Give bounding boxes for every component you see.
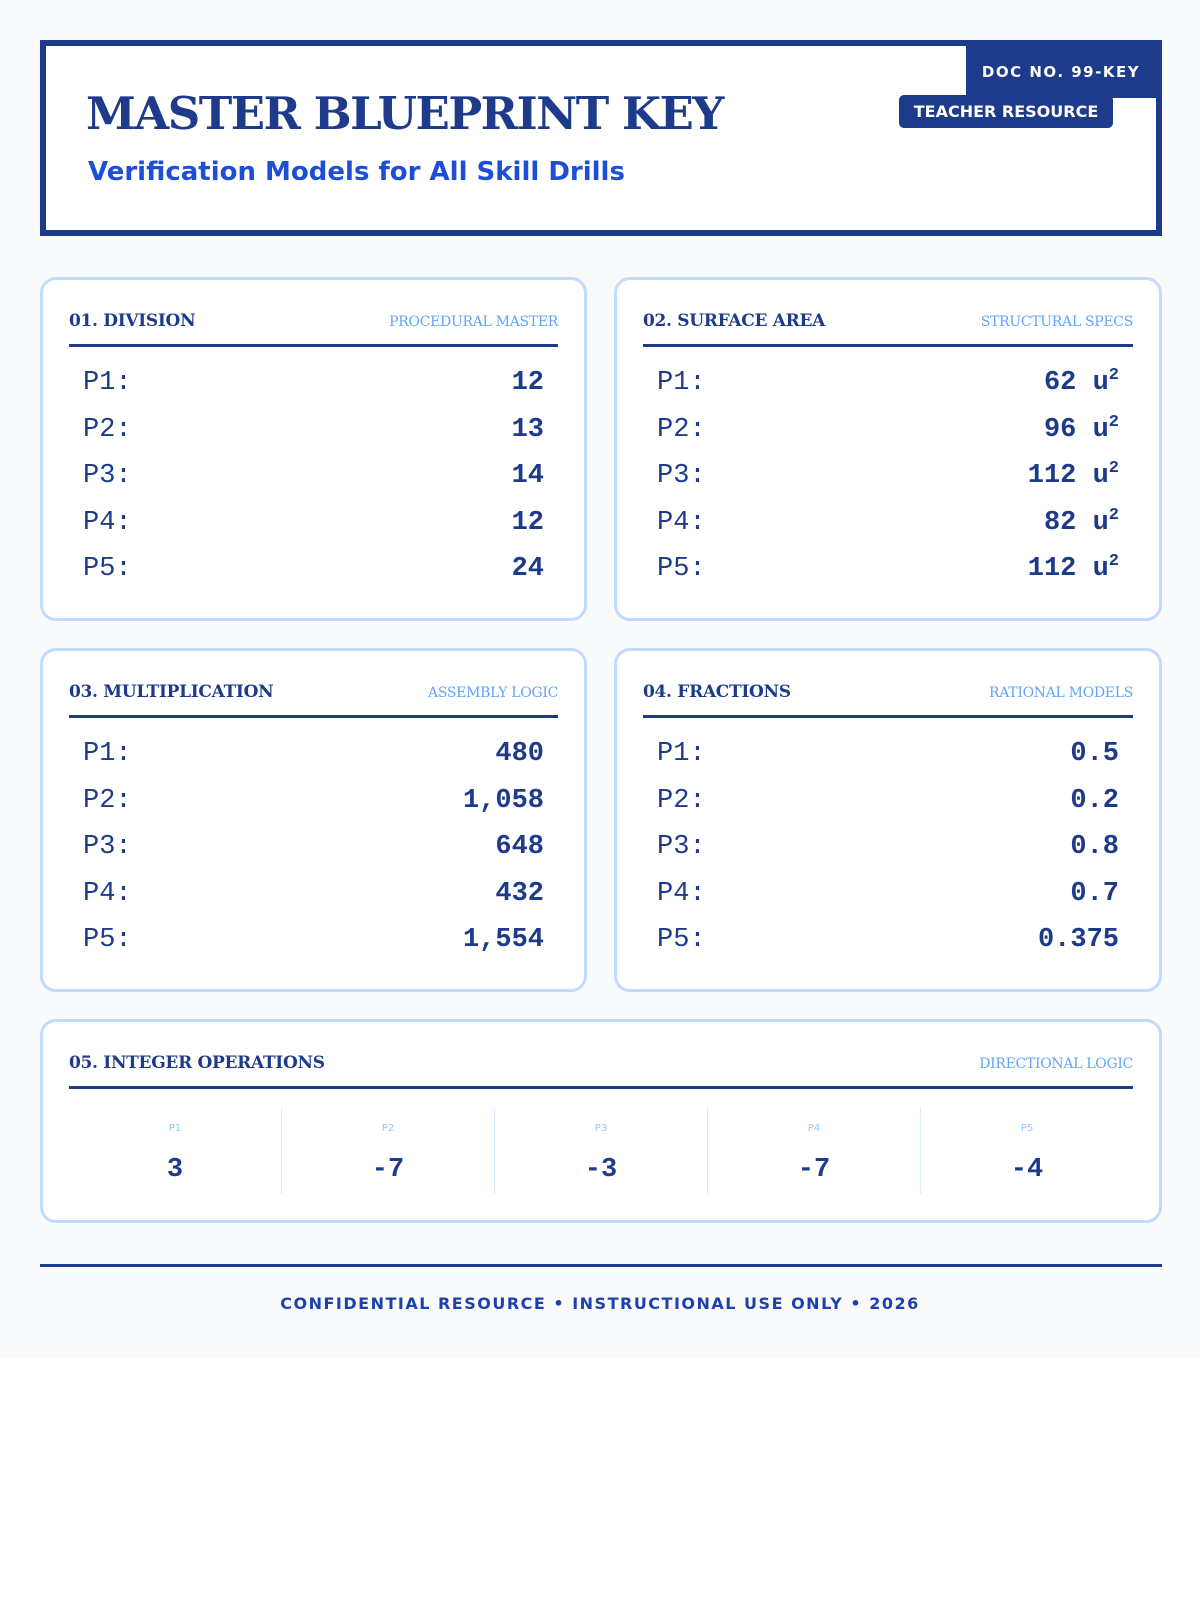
problem-label: P3: [83,461,132,492]
answer-number: 112 u [1027,554,1109,585]
answer-row [83,778,544,825]
section-header [643,679,1133,718]
answer-value: 24 [511,554,544,585]
section-card-division [40,277,587,621]
problem-label: P3: [657,832,706,863]
problem-label: P5: [83,554,132,585]
section-card-fractions [614,648,1162,992]
answer-number: 96 u [1043,414,1109,445]
problem-label: P3: [657,461,706,492]
section-tag: ASSEMBLY LOGIC [428,685,558,701]
answer-list [657,731,1119,964]
problem-label: P4 [807,1123,821,1134]
answer-row [657,500,1119,547]
answer-value: 12 [511,507,544,538]
answer-value: 432 [495,878,544,909]
problem-label: P2 [381,1123,395,1134]
answer-value: -7 [797,1155,831,1185]
problem-label: P1: [83,739,132,769]
problem-label: P4: [83,878,132,909]
answer-value: -4 [1010,1155,1044,1185]
problem-label: P5: [657,925,706,956]
answer-row [83,546,544,593]
unit-exponent: 2 [1108,505,1119,525]
section-title: 03. MULTIPLICATION [69,682,274,702]
answer-value: 0.5 [1070,739,1119,769]
answer-row [657,871,1119,918]
answer-value: 13 [511,414,544,445]
answer-row [83,453,544,500]
unit-exponent: 2 [1108,459,1119,479]
problem-label: P5: [83,925,132,956]
answer-row [657,731,1119,778]
problem-label: P4: [657,878,706,909]
problem-label: P1: [83,368,132,398]
section-title: 04. FRACTIONS [643,682,791,702]
section-header [69,308,558,347]
answer-value: 0.8 [1070,832,1119,863]
section-tag: DIRECTIONAL LOGIC [979,1056,1133,1072]
section-header [643,308,1133,347]
problem-label: P1 [168,1123,182,1134]
unit-exponent: 2 [1108,366,1119,385]
section-tag: RATIONAL MODELS [989,685,1133,701]
unit-exponent: 2 [1108,552,1119,572]
problem-label: P2: [657,414,706,445]
answer-value: 14 [511,461,544,492]
integer-answer-cell [282,1108,495,1194]
document-header [40,40,1162,236]
problem-label: P2: [83,414,132,445]
answer-row [657,360,1119,407]
section-title: 01. DIVISION [69,311,196,331]
problem-label: P4: [83,507,132,538]
answer-row [83,731,544,778]
answer-value [1028,453,1119,500]
section-card-integer-operations [40,1019,1162,1223]
footer-notice: CONFIDENTIAL RESOURCE • INSTRUCTIONAL USE ONLY • 2026 [280,1294,920,1313]
answer-row [83,917,544,964]
doc-number-tab: DOC NO. 99-KEY [966,46,1156,98]
integer-answer-cell [921,1108,1133,1194]
answer-value [1044,407,1119,454]
answer-value: 3 [166,1155,184,1185]
problem-label: P2: [657,785,706,816]
answer-row [657,407,1119,454]
problem-label: P1: [657,739,706,769]
integer-answer-cell [495,1108,708,1194]
section-header [69,1050,1133,1089]
answer-value: 12 [511,368,544,398]
answer-value: 648 [495,832,544,863]
answer-row [657,778,1119,825]
answer-row [657,917,1119,964]
answer-list [83,360,544,593]
answer-value: -3 [584,1155,618,1185]
answer-row [83,500,544,547]
answer-row [657,546,1119,593]
teacher-resource-badge: TEACHER RESOURCE [899,95,1113,128]
section-tag: PROCEDURAL MASTER [389,314,558,330]
footer-divider [40,1264,1162,1267]
problem-label: P3: [83,832,132,863]
answer-value: 0.7 [1070,878,1119,909]
answer-value: 1,058 [462,785,544,816]
answer-value: 0.375 [1037,925,1119,956]
problem-label: P5: [657,554,706,585]
section-tag: STRUCTURAL SPECS [980,314,1133,330]
integer-answer-grid [69,1108,1133,1194]
answer-number: 82 u [1043,507,1109,538]
answer-value: -7 [371,1155,405,1185]
answer-row [83,360,544,407]
unit-exponent: 2 [1108,412,1119,432]
section-title: 02. SURFACE AREA [643,311,826,331]
answer-value [1044,500,1119,547]
problem-label: P1: [657,368,706,398]
section-header [69,679,558,718]
section-card-surface-area [614,277,1162,621]
answer-row [657,824,1119,871]
answer-row [657,453,1119,500]
answer-value: 1,554 [462,925,544,956]
answer-value [1044,360,1119,407]
answer-row [83,407,544,454]
problem-label: P3 [594,1123,608,1134]
problem-label: P2: [83,785,132,816]
answer-value: 480 [495,739,544,769]
page-title: MASTER BLUEPRINT KEY [86,87,723,140]
answer-number: 112 u [1027,461,1109,492]
answer-list [83,731,544,964]
answer-row [83,871,544,918]
answer-number: 62 u [1043,368,1109,398]
problem-label: P4: [657,507,706,538]
section-title: 05. INTEGER OPERATIONS [69,1053,325,1073]
section-card-multiplication [40,648,587,992]
answer-value [1028,546,1119,593]
integer-answer-cell [708,1108,921,1194]
problem-label: P5 [1020,1123,1034,1134]
answer-row [83,824,544,871]
answer-list [657,360,1119,593]
page-subtitle: Verification Models for All Skill Drills [88,157,625,187]
answer-value: 0.2 [1070,785,1119,816]
integer-answer-cell [69,1108,282,1194]
